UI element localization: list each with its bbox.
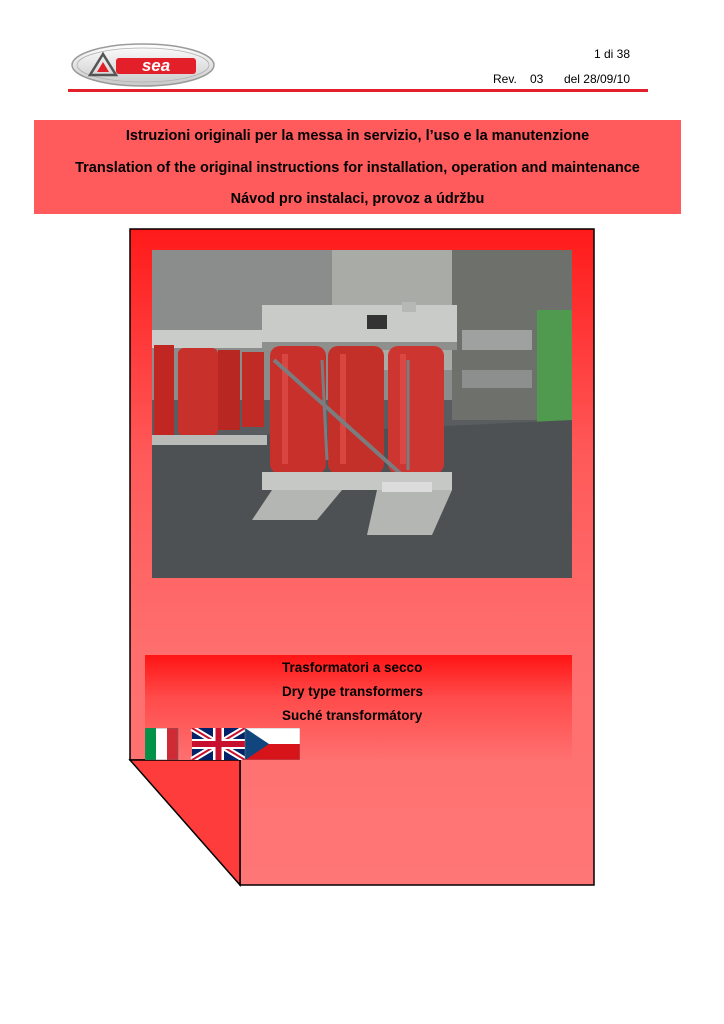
revision-date: del 28/09/10 xyxy=(563,72,630,86)
uk-flag xyxy=(192,728,245,760)
folded-corner xyxy=(130,760,240,885)
title-italian: Istruzioni originali per la messa in servizio, l’uso e la manutenzione xyxy=(125,128,590,144)
revision-number: 03 xyxy=(530,72,544,86)
czech-flag xyxy=(245,728,300,760)
revision-label: Rev. xyxy=(493,72,517,86)
language-flags xyxy=(145,728,300,760)
italy-flag xyxy=(145,728,178,760)
title-english: Translation of the original instructions for installation, operation and maintenance xyxy=(75,160,640,176)
title-czech: Návod pro instalaci, provoz a údržbu xyxy=(230,191,485,207)
svg-text:sea: sea xyxy=(141,56,171,75)
subtitle-italian: Trasformatori a secco xyxy=(282,660,423,675)
page-number: 1 di 38 xyxy=(593,47,630,61)
subtitle-czech: Suché transformátory xyxy=(282,708,423,723)
transformer-photo xyxy=(152,250,572,578)
subtitle-english: Dry type transformers xyxy=(282,684,424,699)
